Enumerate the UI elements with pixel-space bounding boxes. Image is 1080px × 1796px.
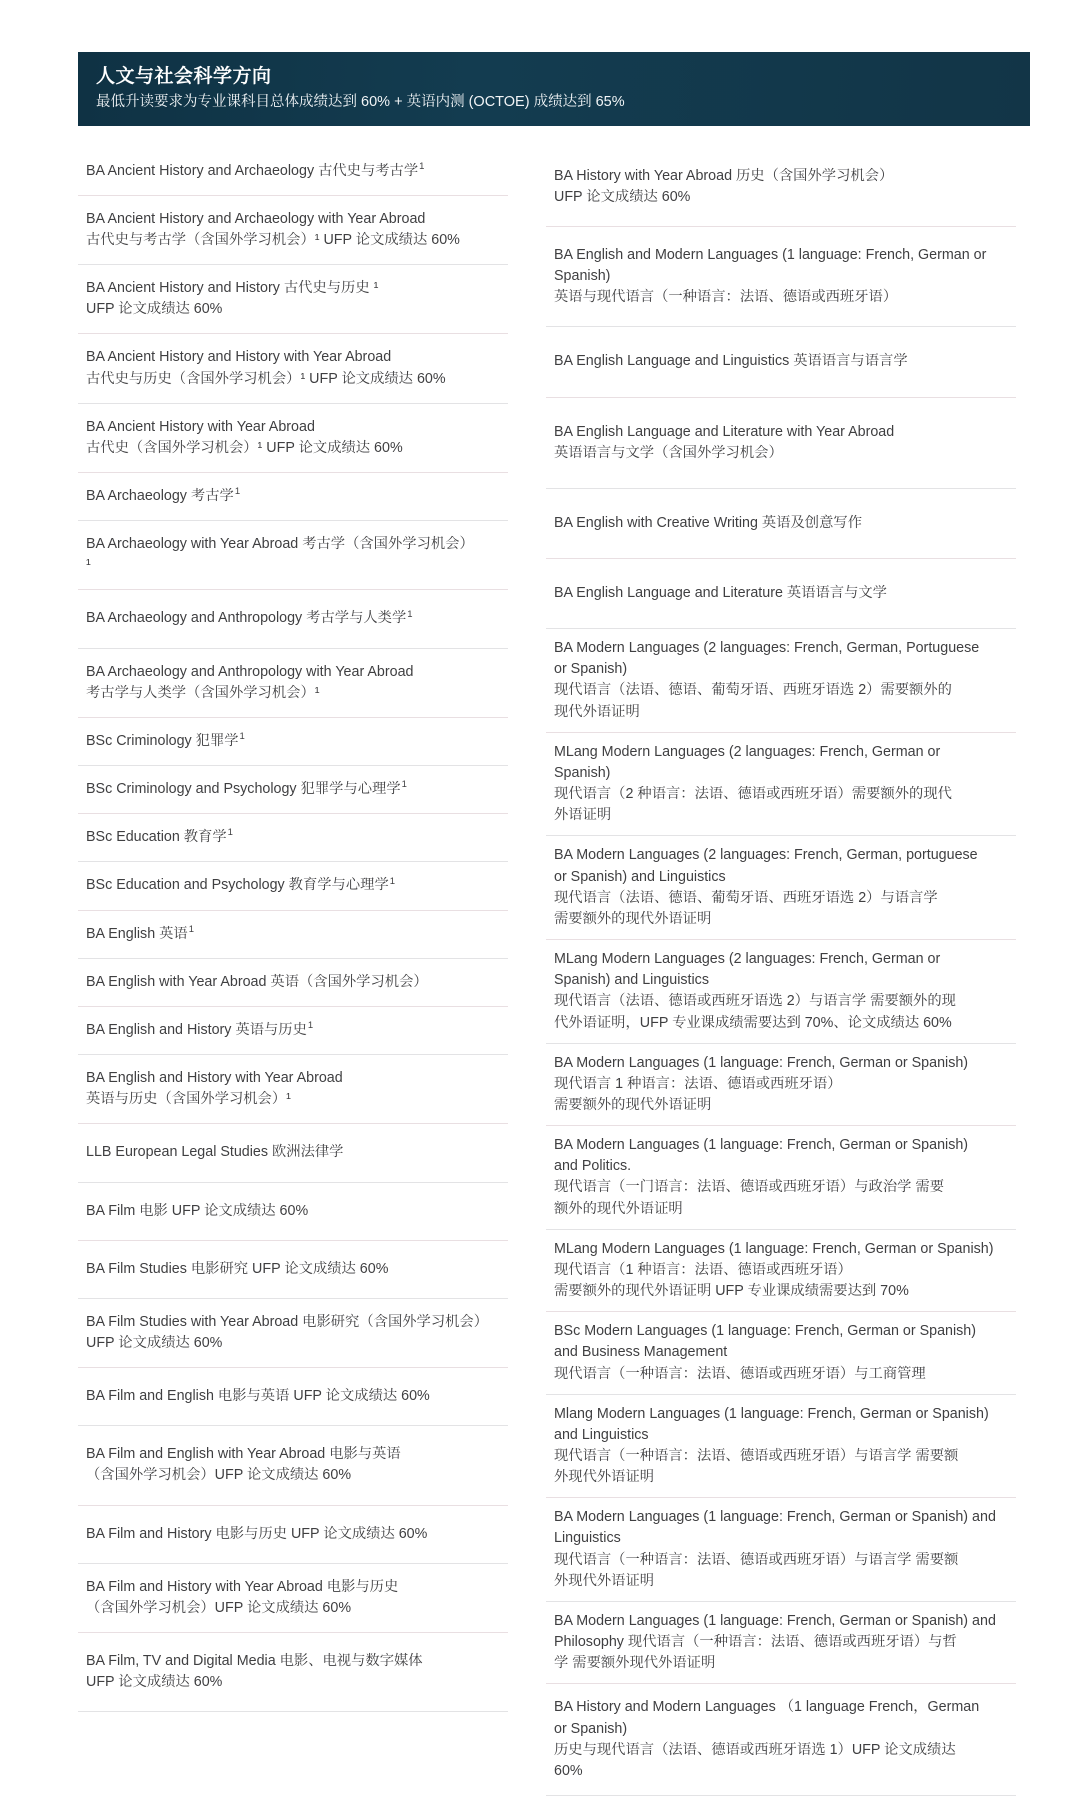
programme-entry-line: ¹	[86, 557, 91, 574]
programme-entry-line: Spanish)	[554, 764, 611, 781]
programme-entry-line: BA Archaeology 考古学$^1$	[86, 486, 241, 504]
programme-entry	[546, 559, 1016, 629]
programme-entry	[546, 1230, 1016, 1312]
footnote-marker: 1	[307, 1020, 314, 1032]
programme-entry-line: BA Film and English with Year Abroad 电影与英语	[86, 1446, 401, 1463]
programme-entry-line: BA Modern Languages (1 language: French, German or Spanish)	[554, 1054, 969, 1071]
programme-entry-line: BA English Language and Literature 英语语言与文学	[554, 585, 887, 601]
programme-entry-line: 外现代外语证明	[554, 1572, 655, 1589]
programme-entry-line: BA Film and English 电影与英语 UFP 论文成绩达 60%	[86, 1388, 430, 1405]
programme-entry	[78, 521, 508, 590]
programme-entry-line: BA Archaeology with Year Abroad 考古学（含国外学习机会）	[86, 536, 474, 553]
programme-entry	[546, 1395, 1016, 1499]
programme-entry-line: 现代语言（一种语言：法语、德语或西班牙语）与语言学 需要额	[554, 1551, 959, 1568]
programme-entry-line: BA Ancient History and Archaeology with Year Abroad	[86, 210, 426, 227]
programme-entry-line: BA English Language and Literature with Year Abroad	[554, 423, 895, 440]
programme-entry-line: 英语与现代语言（一种语言：法语、德语或西班牙语）	[554, 289, 898, 306]
programme-entry-line: 额外的现代外语证明	[554, 1200, 683, 1217]
programme-entry-line: or Spanish)	[554, 1720, 628, 1737]
programme-entry	[546, 733, 1016, 837]
programme-entry-line: BA Film Studies with Year Abroad 电影研究（含国外学习机会）	[86, 1313, 489, 1330]
programme-entry	[78, 959, 508, 1007]
programme-entry	[78, 1299, 508, 1368]
programme-entry-line: BSc Modern Languages (1 language: French, German or Spanish)	[554, 1323, 977, 1340]
programme-entry-line: BA History and Modern Languages （1 language French，German	[554, 1699, 980, 1716]
programme-entry	[78, 911, 508, 959]
programme-entry	[78, 1506, 508, 1564]
programme-entry	[78, 1368, 508, 1426]
programme-entry-line: BA Archaeology and Anthropology 考古学与人类学$^1$	[86, 608, 413, 627]
programme-entry-line: BA Ancient History with Year Abroad	[86, 418, 315, 435]
programme-entry-line: BA Ancient History and History with Year Abroad	[86, 349, 392, 366]
programme-entry-line: 学 需要额外现代外语证明	[554, 1655, 716, 1672]
programme-entry	[546, 836, 1016, 940]
programme-entry	[78, 1426, 508, 1505]
programme-entry	[78, 196, 508, 265]
programme-entry-line: Spanish) and Linguistics	[554, 972, 709, 989]
programme-entry	[546, 940, 1016, 1044]
programme-entry	[78, 148, 508, 196]
programme-entry-line: and Business Management	[554, 1344, 728, 1361]
programme-entry-line: BA Film, TV and Digital Media 电影、电视与数字媒体	[86, 1653, 423, 1670]
programme-entry-line: or Spanish)	[554, 661, 628, 678]
programme-entry-line: 需要额外的现代外语证明	[554, 910, 712, 927]
programme-entry	[546, 489, 1016, 559]
programme-entry-line: Mlang Modern Languages (1 language: French, German or Spanish)	[554, 1405, 989, 1422]
programme-entry-line: BSc Criminology and Psychology 犯罪学与心理学$^1$	[86, 779, 407, 798]
programme-entry	[78, 473, 508, 521]
programme-entry	[546, 1684, 1016, 1796]
programme-entry	[78, 1241, 508, 1299]
programme-entry-line: and Linguistics	[554, 1426, 649, 1443]
programme-entry	[546, 148, 1016, 227]
programme-entry	[78, 718, 508, 766]
programme-entry-line: BA English and History 英语与历史$^1$	[86, 1020, 314, 1038]
programme-entry-line: Spanish)	[554, 268, 611, 285]
programme-entry-line: MLang Modern Languages (2 languages: French, German or	[554, 743, 941, 760]
programme-entry	[546, 1126, 1016, 1230]
programme-entry-line: BA Film and History with Year Abroad 电影与历史	[86, 1578, 399, 1595]
programme-entry	[78, 404, 508, 473]
programme-entry-line: BA Modern Languages (1 language: French, German or Spanish) and	[554, 1612, 996, 1629]
programme-entry-line: 现代语言（法语、德语、葡萄牙语、西班牙语选 2）需要额外的	[554, 682, 952, 699]
programme-entry	[78, 265, 508, 334]
programme-entry-line: LLB European Legal Studies 欧洲法律学	[86, 1144, 344, 1161]
programme-entry-line: Linguistics	[554, 1530, 621, 1547]
programme-column-right	[546, 148, 1016, 1796]
programme-entry-line: UFP 论文成绩达 60%	[86, 1674, 223, 1691]
footnote-marker: 1	[188, 923, 195, 935]
programme-entry-line: BA Modern Languages (1 language: French, German or Spanish)	[554, 1137, 969, 1154]
programme-entry-line: and Politics.	[554, 1158, 632, 1175]
footnote-marker: 1	[389, 875, 396, 887]
programme-entry-line: UFP 论文成绩达 60%	[86, 301, 223, 318]
programme-entry-line: BA Film Studies 电影研究 UFP 论文成绩达 60%	[86, 1260, 389, 1277]
programme-entry-line: BA English and History with Year Abroad	[86, 1070, 343, 1087]
programme-entry-line: BA History with Year Abroad 历史（含国外学习机会）	[554, 167, 894, 184]
programme-entry-line: 英语语言与文学（含国外学习机会）	[554, 444, 783, 461]
programme-entry	[546, 1044, 1016, 1126]
programme-entry-line: 古代史（含国外学习机会）¹ UFP 论文成绩达 60%	[86, 439, 403, 456]
programme-entry-line: 现代语言（2 种语言：法语、德语或西班牙语）需要额外的现代	[554, 786, 952, 803]
programme-entry-line: 考古学与人类学（含国外学习机会）¹	[86, 684, 320, 701]
programme-entry-line: 历史与现代语言（法语、德语或西班牙语选 1）UFP 论文成绩达	[554, 1741, 956, 1758]
programme-entry	[546, 398, 1016, 489]
footnote-marker: 1	[401, 779, 407, 791]
programme-entry	[78, 1564, 508, 1633]
programme-entry-line: 现代语言（一种语言：法语、德语或西班牙语）与语言学 需要额	[554, 1448, 959, 1464]
programme-entry	[546, 1498, 1016, 1602]
section-title: 人文与社会科学方向	[96, 66, 272, 87]
programme-entry-line: UFP 论文成绩达 60%	[554, 188, 691, 205]
programme-entry	[78, 590, 508, 648]
footnote-marker: 1	[227, 827, 233, 839]
programme-entry-line: BSc Education and Psychology 教育学与心理学$^1$	[86, 875, 396, 894]
programme-entry	[78, 1633, 508, 1712]
programme-entry	[546, 1312, 1016, 1394]
programme-entry	[546, 227, 1016, 327]
programme-entry-line: 古代史与考古学（含国外学习机会）¹ UFP 论文成绩达 60%	[86, 231, 460, 248]
programme-entry	[78, 862, 508, 910]
programme-entry-line: BSc Criminology 犯罪学$^1$	[86, 731, 245, 749]
footnote-marker: 1	[234, 486, 241, 498]
programme-entry-line: 代外语证明，UFP 专业课成绩需要达到 70%、论文成绩达 60%	[554, 1014, 952, 1031]
programme-entry	[546, 629, 1016, 733]
programme-entry-line: BA Modern Languages (1 language: French, German or Spanish) and	[554, 1509, 996, 1526]
programme-entry-line: 现代语言（1 种语言：法语、德语或西班牙语）	[554, 1261, 852, 1278]
programme-entry	[78, 1183, 508, 1241]
programme-entry	[546, 327, 1016, 397]
programme-columns	[46, 148, 998, 1796]
programme-entry-line: BA Archaeology and Anthropology with Year Abroad	[86, 663, 414, 680]
programme-entry-line: 需要额外的现代外语证明	[554, 1096, 712, 1113]
programme-entry	[546, 1602, 1016, 1684]
programme-entry-line: 现代语言（法语、德语、葡萄牙语、西班牙语选 2）与语言学	[554, 889, 938, 906]
programme-entry-line: （含国外学习机会）UFP 论文成绩达 60%	[86, 1467, 352, 1484]
programme-entry-line: 现代外语证明	[554, 703, 640, 720]
programme-entry-line: 需要额外的现代外语证明 UFP 专业课成绩需要达到 70%	[554, 1283, 909, 1300]
programme-entry	[78, 649, 508, 718]
programme-entry-line: Philosophy 现代语言（一种语言：法语、德语或西班牙语）与哲	[554, 1634, 957, 1651]
programme-entry	[78, 1007, 508, 1055]
programme-entry-line: 外语证明	[554, 807, 612, 824]
programme-entry-line: BA Film and History 电影与历史 UFP 论文成绩达 60%	[86, 1525, 428, 1542]
programme-entry-line: 英语与历史（含国外学习机会）¹	[86, 1091, 291, 1108]
programme-entry-line: 现代语言（法语、德语或西班牙语选 2）与语言学 需要额外的现	[554, 993, 956, 1010]
footnote-marker: 1	[419, 160, 425, 172]
programme-entry	[78, 766, 508, 814]
footnote-marker: 1	[407, 608, 413, 620]
programme-entry-line: BA English Language and Linguistics 英语语言与语言学	[554, 353, 908, 370]
programme-entry-line: UFP 论文成绩达 60%	[86, 1334, 223, 1351]
programme-entry	[78, 1055, 508, 1124]
programme-entry-line: MLang Modern Languages (2 languages: French, German or	[554, 951, 941, 968]
programme-entry-line: BA Ancient History and History 古代史与历史 ¹	[86, 280, 379, 297]
programme-entry-line: 现代语言（一门语言：法语、德语或西班牙语）与政治学 需要	[554, 1179, 944, 1196]
programme-entry-line: BA English with Creative Writing 英语及创意写作	[554, 514, 862, 531]
section-subtitle: 最低升读要求为专业课科目总体成绩达到 60% + 英语内测 (OCTOE) 成绩达到 65%	[96, 93, 625, 110]
programme-entry-line: 现代语言 1 种语言：法语、德语或西班牙语）	[554, 1075, 842, 1092]
programme-entry-line: BA Ancient History and Archaeology 古代史与考古学$^1$	[86, 160, 425, 179]
programme-entry-line: BSc Education 教育学$^1$	[86, 827, 233, 846]
programme-entry	[78, 814, 508, 862]
footnote-marker: 1	[239, 731, 245, 743]
programme-entry-line: BA English and Modern Languages (1 language: French, German or	[554, 246, 987, 263]
programme-entry-line: 外现代外语证明	[554, 1469, 655, 1486]
programme-entry-line: 60%	[554, 1762, 583, 1779]
programme-entry-line: BA Modern Languages (2 languages: French, German, Portuguese	[554, 640, 980, 657]
programme-entry-line: （含国外学习机会）UFP 论文成绩达 60%	[86, 1599, 352, 1616]
programme-entry-line: BA Modern Languages (2 languages: French, German, portuguese	[554, 847, 978, 864]
programme-entry-line: BA Film 电影 UFP 论文成绩达 60%	[86, 1202, 309, 1219]
programme-entry	[78, 1124, 508, 1182]
programme-column-left	[78, 148, 508, 1713]
programme-entry-line: BA English with Year Abroad 英语（含国外学习机会）	[86, 973, 428, 990]
programme-entry-line: or Spanish) and Linguistics	[554, 868, 726, 885]
programme-entry-line: 现代语言（一种语言：法语、德语或西班牙语）与工商管理	[554, 1365, 926, 1382]
programme-entry-line: BA English 英语$^1$	[86, 923, 195, 942]
section-header-banner	[78, 52, 1030, 126]
programme-entry	[78, 334, 508, 403]
programme-entry-line: 古代史与历史（含国外学习机会）¹ UFP 论文成绩达 60%	[86, 370, 446, 387]
programme-entry-line: MLang Modern Languages (1 language: French, German or Spanish)	[554, 1240, 994, 1257]
